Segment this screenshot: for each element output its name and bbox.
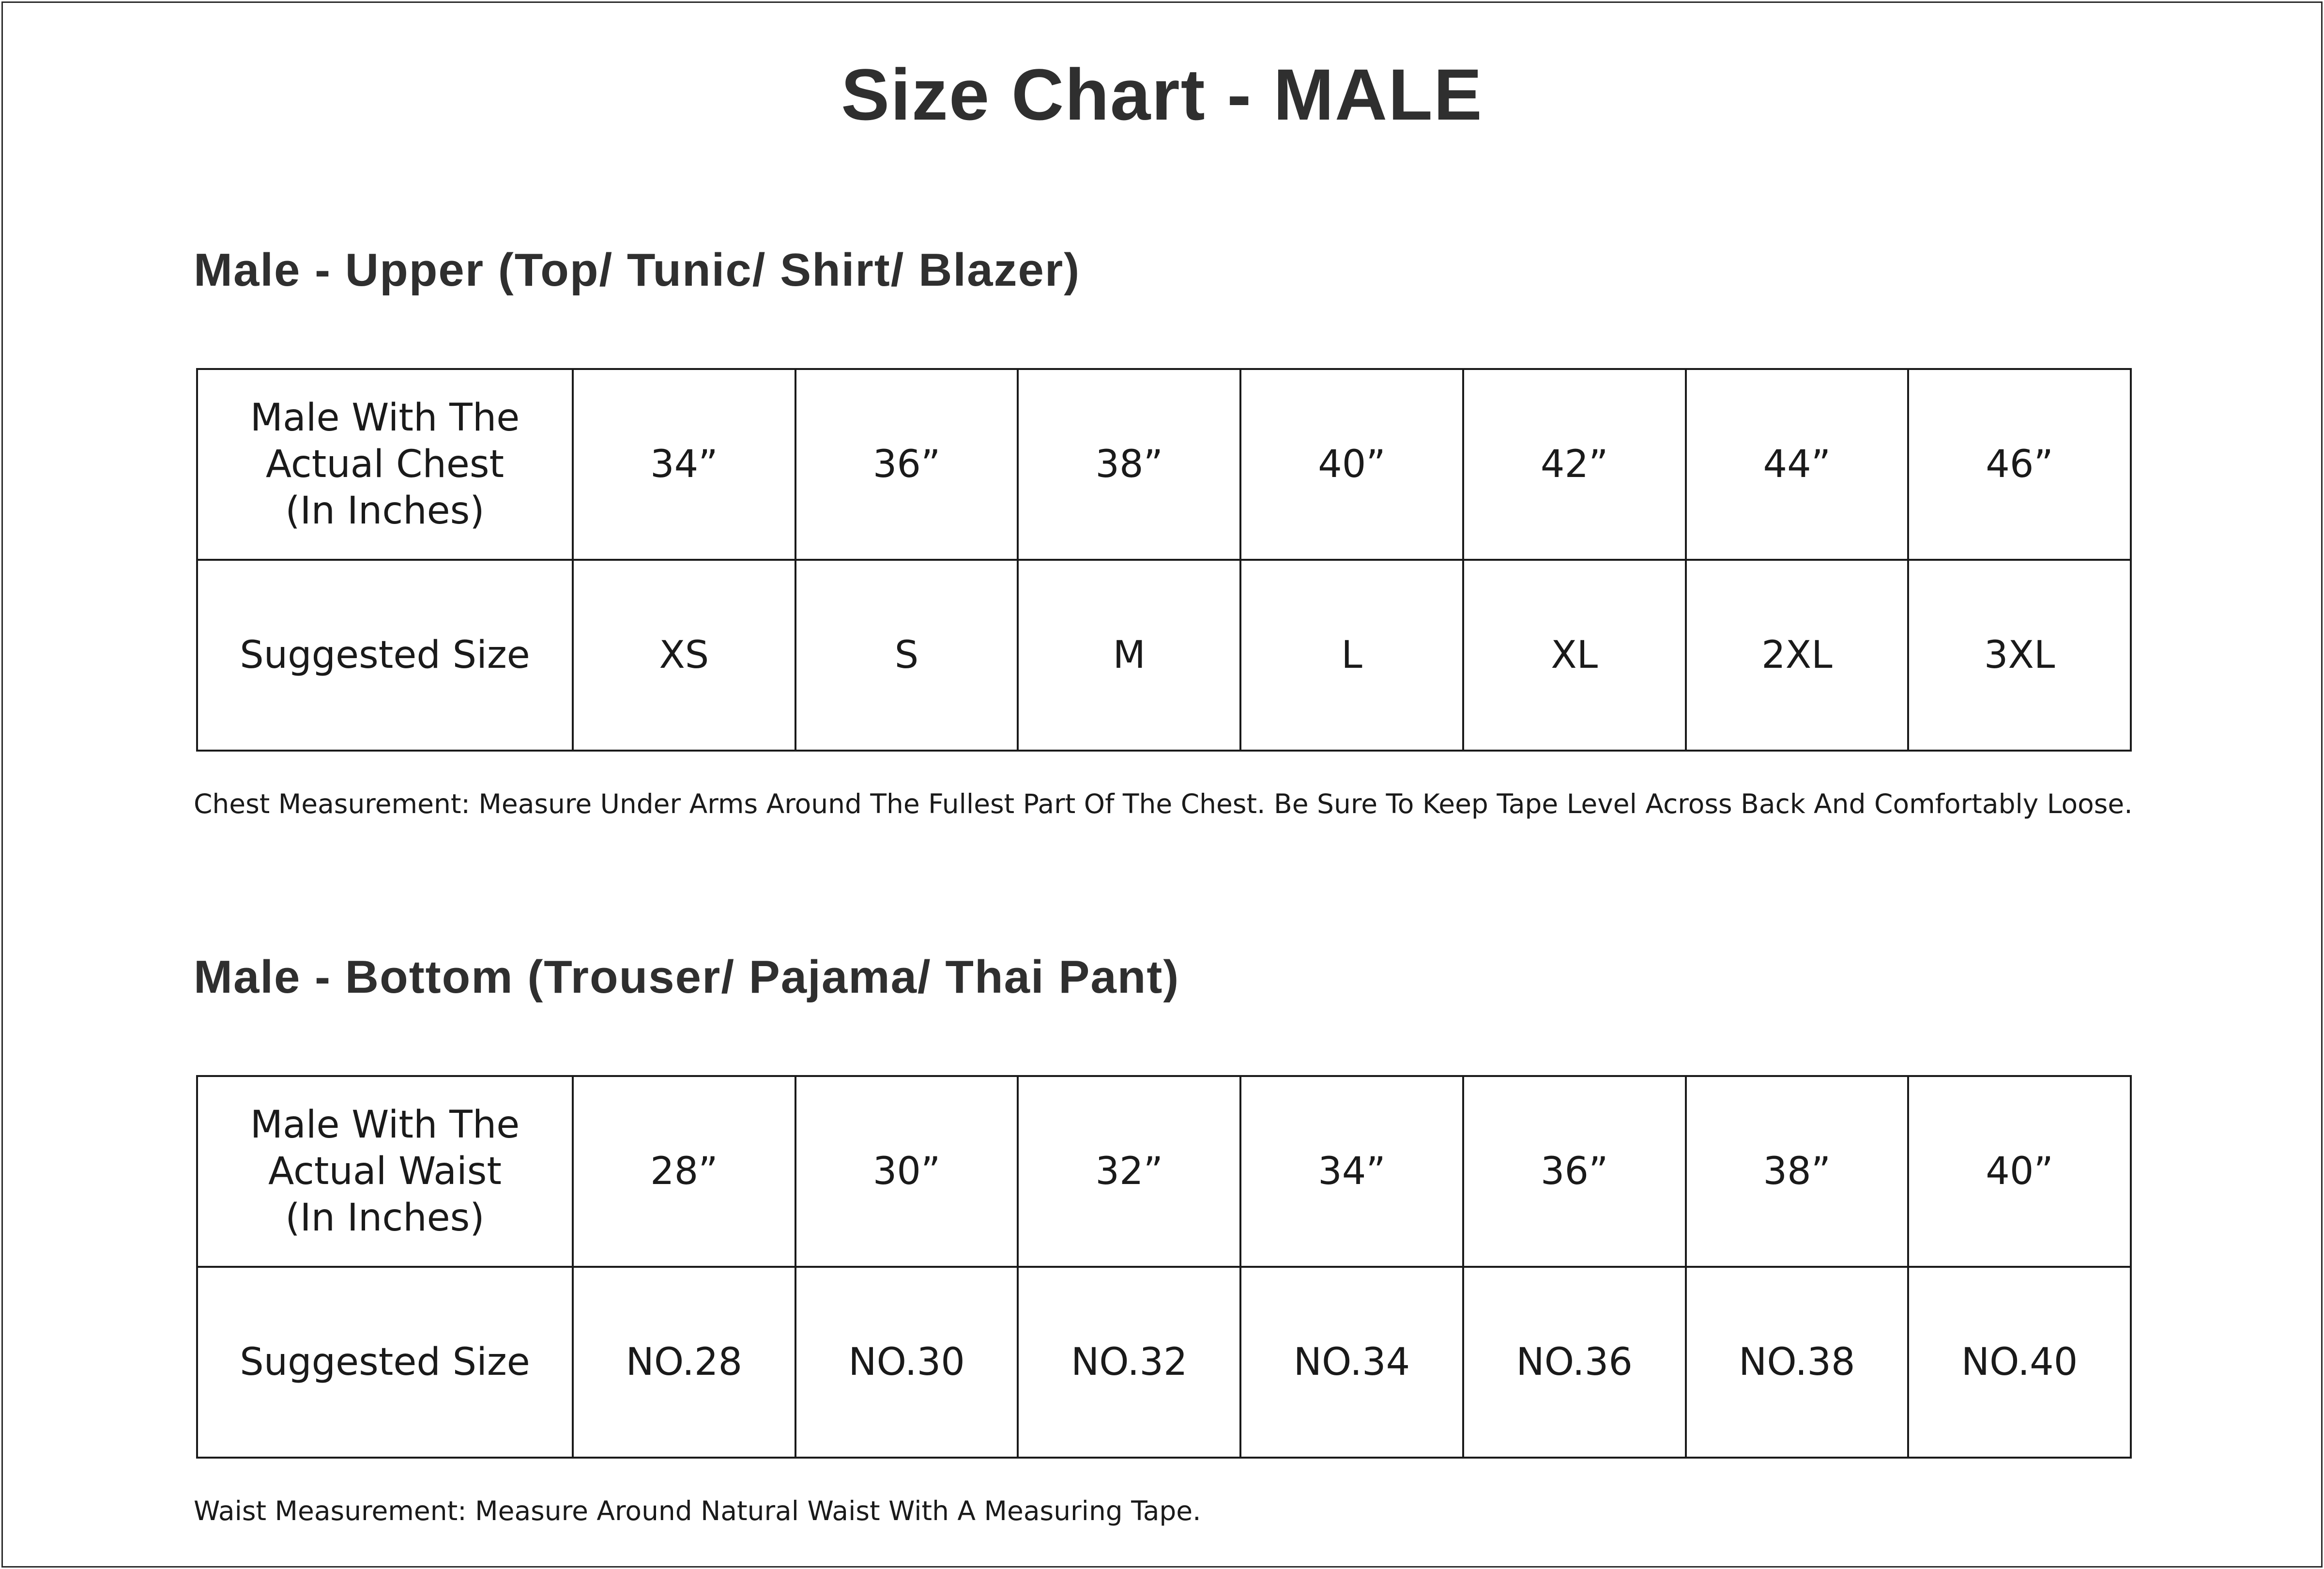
- table-row: [197, 560, 2131, 751]
- waist-measure-cell: 28”: [573, 1076, 795, 1267]
- waist-measure-cell: 30”: [795, 1076, 1018, 1267]
- suggested-size-cell: 3XL: [1908, 560, 2131, 751]
- chest-measure-cell: 42”: [1463, 369, 1686, 560]
- label-line: Actual Chest: [265, 443, 505, 486]
- table-row: [197, 1076, 2131, 1267]
- upper-section-title: Male - Upper (Top/ Tunic/ Shirt/ Blazer): [194, 244, 1081, 296]
- suggested-size-cell: NO.36: [1463, 1267, 1686, 1458]
- chest-measure-cell: 40”: [1240, 369, 1463, 560]
- chest-measure-cell: 44”: [1686, 369, 1909, 560]
- waist-measure-cell: 40”: [1908, 1076, 2131, 1267]
- chest-measure-cell: 38”: [1018, 369, 1240, 560]
- chest-measure-cell: 36”: [795, 369, 1018, 560]
- suggested-size-cell: M: [1018, 560, 1240, 751]
- chest-measure-cell: 46”: [1908, 369, 2131, 560]
- waist-measure-label-cell: [197, 1076, 573, 1267]
- label-line: (In Inches): [285, 489, 485, 533]
- suggested-size-cell: S: [795, 560, 1018, 751]
- table-row: [197, 369, 2131, 560]
- bottom-size-table: [196, 1075, 2132, 1459]
- suggested-size-cell: XS: [573, 560, 795, 751]
- waist-measure-cell: 38”: [1686, 1076, 1909, 1267]
- waist-measurement-note: Waist Measurement: Measure Around Natural Waist With A Measuring Tape.: [194, 1495, 1201, 1526]
- bottom-section-title: Male - Bottom (Trouser/ Pajama/ Thai Pant): [194, 951, 1180, 1003]
- chest-measurement-note: Chest Measurement: Measure Under Arms Around The Fullest Part Of The Chest. Be Sure To Keep Tape Level Across Back And Comfortably Loose.: [194, 788, 2133, 819]
- suggested-size-cell: NO.30: [795, 1267, 1018, 1458]
- waist-measure-cell: 32”: [1018, 1076, 1240, 1267]
- suggested-size-cell: NO.38: [1686, 1267, 1909, 1458]
- suggested-size-cell: L: [1240, 560, 1463, 751]
- label-line: Male With The: [250, 396, 520, 440]
- suggested-size-cell: NO.28: [573, 1267, 795, 1458]
- upper-size-table: [196, 368, 2132, 752]
- chest-measure-label-cell: [197, 369, 573, 560]
- suggested-size-cell: XL: [1463, 560, 1686, 751]
- suggested-size-label-cell: Suggested Size: [197, 560, 573, 751]
- suggested-size-cell: NO.34: [1240, 1267, 1463, 1458]
- suggested-size-cell: 2XL: [1686, 560, 1909, 751]
- waist-measure-cell: 34”: [1240, 1076, 1463, 1267]
- waist-measure-cell: 36”: [1463, 1076, 1686, 1267]
- table-row: [197, 1267, 2131, 1458]
- chest-measure-cell: 34”: [573, 369, 795, 560]
- label-line: Actual Waist: [268, 1150, 502, 1193]
- label-line: Male With The: [250, 1103, 520, 1147]
- page-title: Size Chart - MALE: [841, 54, 1483, 135]
- suggested-size-label-cell: Suggested Size: [197, 1267, 573, 1458]
- suggested-size-cell: NO.40: [1908, 1267, 2131, 1458]
- suggested-size-cell: NO.32: [1018, 1267, 1240, 1458]
- label-line: (In Inches): [285, 1196, 485, 1240]
